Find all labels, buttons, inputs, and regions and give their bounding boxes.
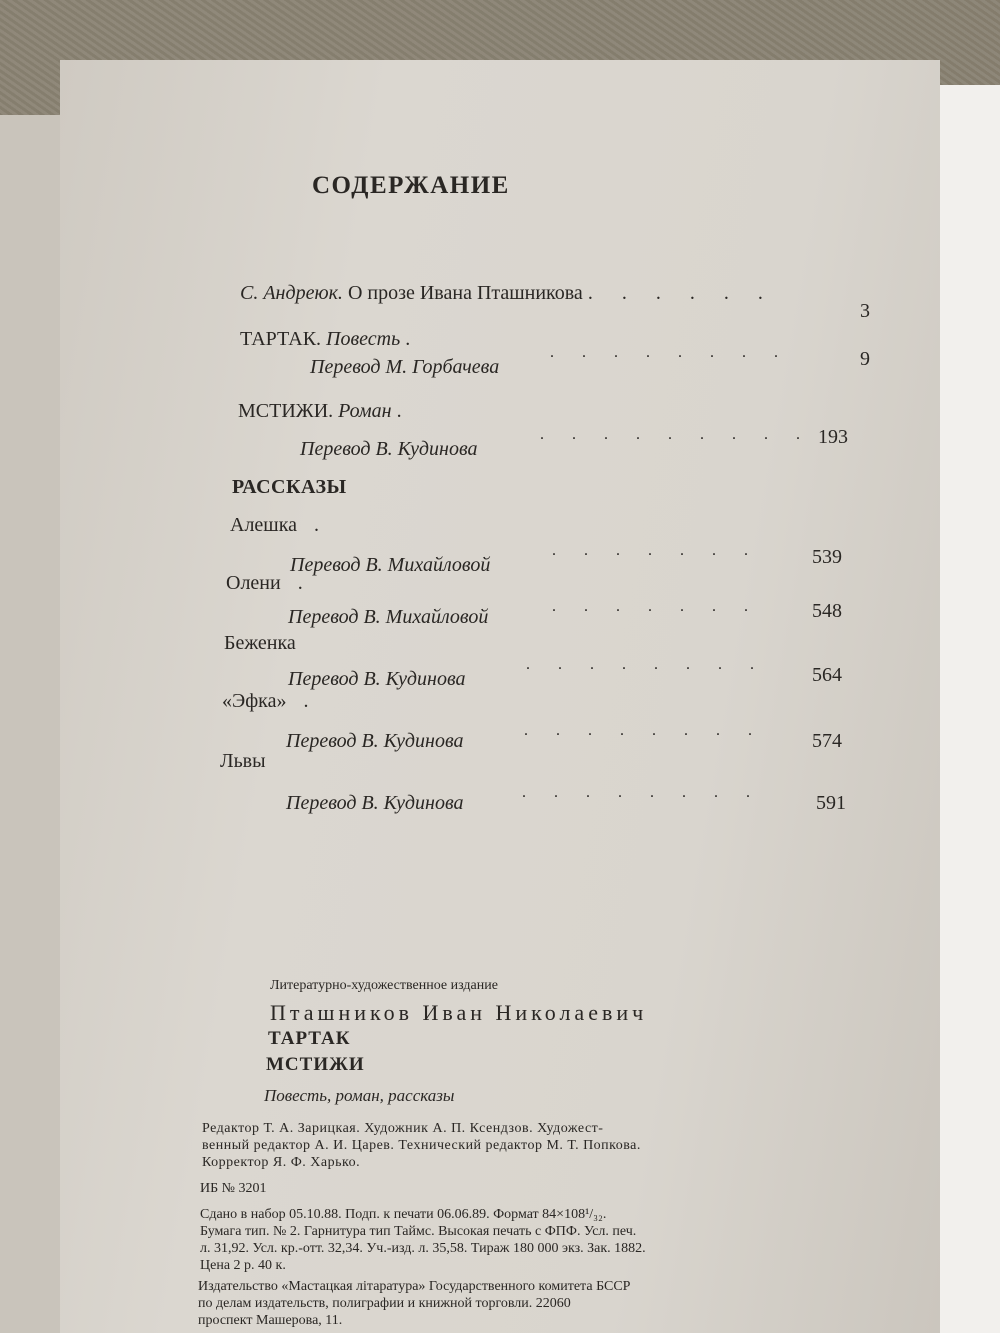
story-title: Львы xyxy=(220,750,266,772)
colophon-ib: ИБ № 3201 xyxy=(200,1181,267,1196)
page-number: 591 xyxy=(816,792,846,814)
page-number: 3 xyxy=(860,300,870,322)
book-page xyxy=(60,60,940,1333)
contents-heading: СОДЕРЖАНИЕ xyxy=(312,172,510,199)
story-title: Олени . xyxy=(226,572,315,594)
story-translator: Перевод В. Михайловой xyxy=(290,554,491,576)
story-translator: Перевод В. Михайловой xyxy=(288,606,489,628)
leader-dots: . . . . . . . . xyxy=(550,344,790,361)
colophon-price: Цена 2 р. 40 к. xyxy=(200,1258,286,1273)
story-translator: Перевод В. Кудинова xyxy=(288,668,466,690)
colophon-publisher-1: Издательство «Мастацкая літаратура» Государственного комитета БССР xyxy=(198,1279,631,1294)
page-number: 574 xyxy=(812,730,842,752)
colophon-editor-1: Редактор Т. А. Зарицкая. Художник А. П. Ксендзов. Художест- xyxy=(202,1121,604,1136)
entry-translator: Перевод М. Горбачева xyxy=(310,356,500,378)
leader-dots: . xyxy=(396,400,414,422)
toc-entry-mstizhi xyxy=(238,400,414,423)
entry-title: ТАРТАК. xyxy=(240,328,322,350)
entry-translator: Перевод В. Кудинова xyxy=(300,438,478,460)
colophon-print-3: л. 31,92. Усл. кр.-отт. 32,34. Уч.-изд. л. 35,58. Тираж 180 000 экз. Зак. 1882. xyxy=(200,1241,646,1256)
book-title-1: ТАРТАК xyxy=(268,1028,351,1049)
toc-entry-intro xyxy=(240,282,775,305)
colophon-address: проспект Машерова, 11. xyxy=(198,1313,343,1328)
leader-dots: . xyxy=(405,328,423,350)
story-translator: Перевод В. Кудинова xyxy=(286,792,464,814)
colophon-publisher-2: по делам издательств, полиграфии и книжной торговли. 22060 xyxy=(198,1296,571,1311)
entry-title: О прозе Ивана Пташникова xyxy=(347,282,583,304)
leader-dots: . . . . . . . . xyxy=(526,656,766,673)
leader-dots: . . . . . . xyxy=(587,282,775,304)
story-title: Алешка . xyxy=(230,514,331,536)
colophon-corrector: Корректор Я. Ф. Харько. xyxy=(202,1155,361,1170)
leader-dots: . . . . . . . xyxy=(552,542,760,559)
book-subtitle: Повесть, роман, рассказы xyxy=(264,1086,455,1105)
section-title: РАССКАЗЫ xyxy=(232,476,347,498)
story-title: Беженка xyxy=(224,632,296,654)
leader-dots: . . . . . . . . . xyxy=(540,426,812,443)
colophon-print-1: Сдано в набор 05.10.88. Подп. к печати 06.06.89. Формат 84×108¹/₃₂. xyxy=(200,1207,607,1222)
edition-type: Литературно-художественное издание xyxy=(270,978,498,993)
page-number: 193 xyxy=(818,426,848,448)
colophon-editor-2: венный редактор А. И. Царев. Технический редактор М. Т. Попкова. xyxy=(202,1138,641,1153)
entry-genre: Повесть xyxy=(326,328,401,350)
book-author: Пташников Иван Николаевич xyxy=(270,1000,648,1025)
entry-genre: Роман xyxy=(338,400,392,422)
story-title: «Эфка» . xyxy=(222,690,321,712)
entry-title: МСТИЖИ. xyxy=(238,400,334,422)
leader-dots: . . . . . . . . xyxy=(524,722,764,739)
story-translator: Перевод В. Кудинова xyxy=(286,730,464,752)
entry-author: С. Андреюк. xyxy=(240,282,343,304)
leader-dots: . . . . . . . xyxy=(552,598,760,615)
leader-dots: . . . . . . . . xyxy=(522,784,762,801)
book-title-2: МСТИЖИ xyxy=(266,1054,365,1075)
colophon-print-2: Бумага тип. № 2. Гарнитура тип Таймс. Высокая печать с ФПФ. Усл. печ. xyxy=(200,1224,637,1239)
page-number: 9 xyxy=(860,348,870,370)
page-number: 539 xyxy=(812,546,842,568)
facing-page xyxy=(930,85,1000,1333)
toc-entry-tartak xyxy=(240,328,422,351)
page-number: 548 xyxy=(812,600,842,622)
page-number: 564 xyxy=(812,664,842,686)
